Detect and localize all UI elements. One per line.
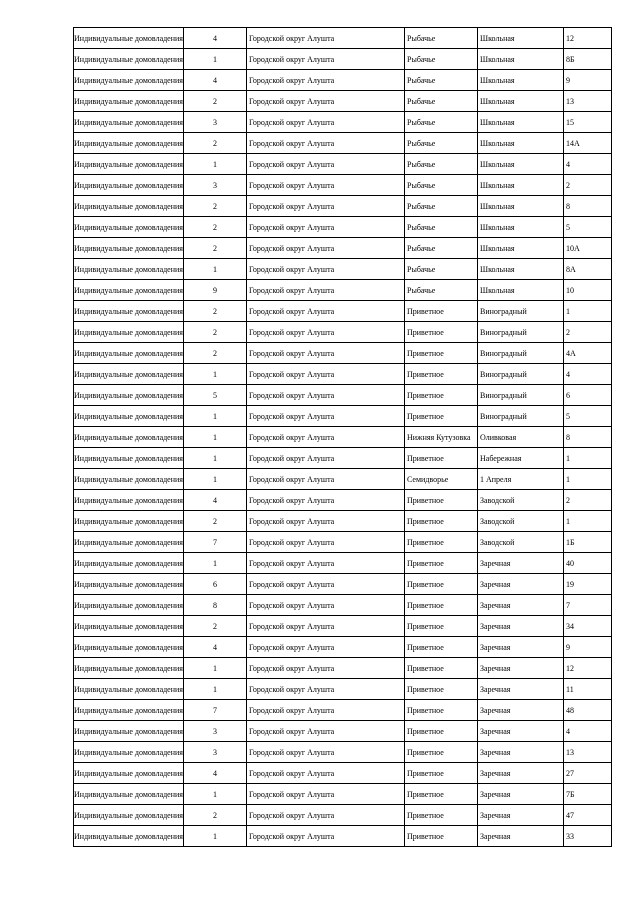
housing-type-cell: Индивидуальные домовладения: [74, 91, 184, 112]
street-cell: Заречная: [478, 721, 564, 742]
housing-type-cell: Индивидуальные домовладения: [74, 343, 184, 364]
house-number-cell: 27: [564, 763, 612, 784]
count-cell: 2: [184, 616, 247, 637]
municipality-cell: Городской округ Алушта: [247, 721, 405, 742]
count-cell: 2: [184, 217, 247, 238]
housing-type-cell: Индивидуальные домовладения: [74, 49, 184, 70]
house-number-cell: 5: [564, 406, 612, 427]
settlement-cell: Рыбачье: [405, 91, 478, 112]
count-cell: 8: [184, 595, 247, 616]
count-cell: 2: [184, 322, 247, 343]
municipality-cell: Городской округ Алушта: [247, 385, 405, 406]
table-row: [74, 133, 612, 154]
table-row: [74, 385, 612, 406]
count-cell: 1: [184, 826, 247, 847]
table-row: [74, 259, 612, 280]
address-table: [73, 27, 612, 847]
housing-type-cell: Индивидуальные домовладения: [74, 658, 184, 679]
table-row: [74, 322, 612, 343]
table-row: [74, 28, 612, 49]
table-row: [74, 658, 612, 679]
count-cell: 4: [184, 637, 247, 658]
settlement-cell: Приветное: [405, 511, 478, 532]
settlement-cell: Приветное: [405, 532, 478, 553]
table-row: [74, 490, 612, 511]
house-number-cell: 2: [564, 322, 612, 343]
housing-type-cell: Индивидуальные домовладения: [74, 511, 184, 532]
count-cell: 1: [184, 553, 247, 574]
settlement-cell: Приветное: [405, 637, 478, 658]
municipality-cell: Городской округ Алушта: [247, 112, 405, 133]
count-cell: 7: [184, 700, 247, 721]
count-cell: 1: [184, 406, 247, 427]
street-cell: Заречная: [478, 826, 564, 847]
house-number-cell: 2: [564, 175, 612, 196]
count-cell: 1: [184, 784, 247, 805]
street-cell: Заречная: [478, 805, 564, 826]
settlement-cell: Рыбачье: [405, 49, 478, 70]
municipality-cell: Городской округ Алушта: [247, 343, 405, 364]
house-number-cell: 8А: [564, 259, 612, 280]
house-number-cell: 19: [564, 574, 612, 595]
street-cell: Школьная: [478, 238, 564, 259]
table-row: [74, 196, 612, 217]
municipality-cell: Городской округ Алушта: [247, 259, 405, 280]
house-number-cell: 6: [564, 385, 612, 406]
street-cell: Школьная: [478, 49, 564, 70]
house-number-cell: 13: [564, 742, 612, 763]
street-cell: 1 Апреля: [478, 469, 564, 490]
table-row: [74, 238, 612, 259]
count-cell: 5: [184, 385, 247, 406]
house-number-cell: 12: [564, 28, 612, 49]
table-row: [74, 70, 612, 91]
settlement-cell: Приветное: [405, 490, 478, 511]
table-row: [74, 616, 612, 637]
municipality-cell: Городской округ Алушта: [247, 175, 405, 196]
house-number-cell: 13: [564, 91, 612, 112]
count-cell: 4: [184, 70, 247, 91]
house-number-cell: 40: [564, 553, 612, 574]
municipality-cell: Городской округ Алушта: [247, 826, 405, 847]
street-cell: Заводской: [478, 532, 564, 553]
municipality-cell: Городской округ Алушта: [247, 322, 405, 343]
municipality-cell: Городской округ Алушта: [247, 490, 405, 511]
settlement-cell: Приветное: [405, 805, 478, 826]
municipality-cell: Городской округ Алушта: [247, 406, 405, 427]
house-number-cell: 4: [564, 721, 612, 742]
house-number-cell: 9: [564, 70, 612, 91]
count-cell: 2: [184, 196, 247, 217]
house-number-cell: 15: [564, 112, 612, 133]
housing-type-cell: Индивидуальные домовладения: [74, 763, 184, 784]
municipality-cell: Городской округ Алушта: [247, 574, 405, 595]
settlement-cell: Рыбачье: [405, 280, 478, 301]
housing-type-cell: Индивидуальные домовладения: [74, 322, 184, 343]
count-cell: 2: [184, 343, 247, 364]
settlement-cell: Приветное: [405, 322, 478, 343]
municipality-cell: Городской округ Алушта: [247, 805, 405, 826]
street-cell: Школьная: [478, 280, 564, 301]
house-number-cell: 4: [564, 364, 612, 385]
table-row: [74, 49, 612, 70]
settlement-cell: Приветное: [405, 784, 478, 805]
street-cell: Школьная: [478, 196, 564, 217]
house-number-cell: 7: [564, 595, 612, 616]
street-cell: Заречная: [478, 553, 564, 574]
municipality-cell: Городской округ Алушта: [247, 700, 405, 721]
municipality-cell: Городской округ Алушта: [247, 532, 405, 553]
housing-type-cell: Индивидуальные домовладения: [74, 133, 184, 154]
settlement-cell: Приветное: [405, 595, 478, 616]
table-row: [74, 280, 612, 301]
house-number-cell: 10А: [564, 238, 612, 259]
housing-type-cell: Индивидуальные домовладения: [74, 448, 184, 469]
street-cell: Заречная: [478, 658, 564, 679]
table-row: [74, 700, 612, 721]
street-cell: Виноградный: [478, 406, 564, 427]
street-cell: Школьная: [478, 91, 564, 112]
settlement-cell: Приветное: [405, 721, 478, 742]
table-row: [74, 805, 612, 826]
settlement-cell: Приветное: [405, 385, 478, 406]
housing-type-cell: Индивидуальные домовладения: [74, 574, 184, 595]
street-cell: Школьная: [478, 70, 564, 91]
count-cell: 3: [184, 112, 247, 133]
municipality-cell: Городской округ Алушта: [247, 679, 405, 700]
table-row: [74, 574, 612, 595]
house-number-cell: 1: [564, 511, 612, 532]
housing-type-cell: Индивидуальные домовладения: [74, 637, 184, 658]
table-row: [74, 553, 612, 574]
count-cell: 4: [184, 490, 247, 511]
municipality-cell: Городской округ Алушта: [247, 469, 405, 490]
housing-type-cell: Индивидуальные домовладения: [74, 427, 184, 448]
house-number-cell: 14А: [564, 133, 612, 154]
house-number-cell: 1Б: [564, 532, 612, 553]
table-row: [74, 511, 612, 532]
table-row: [74, 763, 612, 784]
count-cell: 1: [184, 469, 247, 490]
table-row: [74, 364, 612, 385]
street-cell: Заводской: [478, 511, 564, 532]
street-cell: Заречная: [478, 742, 564, 763]
settlement-cell: Рыбачье: [405, 154, 478, 175]
street-cell: Виноградный: [478, 364, 564, 385]
street-cell: Виноградный: [478, 301, 564, 322]
street-cell: Школьная: [478, 259, 564, 280]
housing-type-cell: Индивидуальные домовладения: [74, 805, 184, 826]
housing-type-cell: Индивидуальные домовладения: [74, 784, 184, 805]
settlement-cell: Приветное: [405, 406, 478, 427]
settlement-cell: Семидворье: [405, 469, 478, 490]
house-number-cell: 8: [564, 427, 612, 448]
housing-type-cell: Индивидуальные домовладения: [74, 742, 184, 763]
table-row: [74, 91, 612, 112]
house-number-cell: 4А: [564, 343, 612, 364]
count-cell: 1: [184, 259, 247, 280]
house-number-cell: 1: [564, 301, 612, 322]
house-number-cell: 9: [564, 637, 612, 658]
street-cell: Оливковая: [478, 427, 564, 448]
municipality-cell: Городской округ Алушта: [247, 301, 405, 322]
table-row: [74, 721, 612, 742]
housing-type-cell: Индивидуальные домовладения: [74, 490, 184, 511]
table-row: [74, 112, 612, 133]
settlement-cell: Приветное: [405, 742, 478, 763]
housing-type-cell: Индивидуальные домовладения: [74, 406, 184, 427]
count-cell: 1: [184, 49, 247, 70]
municipality-cell: Городской округ Алушта: [247, 238, 405, 259]
table-row: [74, 469, 612, 490]
street-cell: Заречная: [478, 637, 564, 658]
municipality-cell: Городской округ Алушта: [247, 448, 405, 469]
street-cell: Виноградный: [478, 343, 564, 364]
municipality-cell: Городской округ Алушта: [247, 742, 405, 763]
table-row: [74, 427, 612, 448]
street-cell: Заречная: [478, 595, 564, 616]
settlement-cell: Рыбачье: [405, 238, 478, 259]
housing-type-cell: Индивидуальные домовладения: [74, 385, 184, 406]
table-row: [74, 532, 612, 553]
table-row: [74, 637, 612, 658]
settlement-cell: Приветное: [405, 658, 478, 679]
housing-type-cell: Индивидуальные домовладения: [74, 721, 184, 742]
street-cell: Школьная: [478, 154, 564, 175]
housing-type-cell: Индивидуальные домовладения: [74, 364, 184, 385]
count-cell: 6: [184, 574, 247, 595]
table-row: [74, 406, 612, 427]
settlement-cell: Рыбачье: [405, 259, 478, 280]
table-row: [74, 175, 612, 196]
municipality-cell: Городской округ Алушта: [247, 784, 405, 805]
municipality-cell: Городской округ Алушта: [247, 91, 405, 112]
municipality-cell: Городской округ Алушта: [247, 763, 405, 784]
settlement-cell: Приветное: [405, 343, 478, 364]
street-cell: Виноградный: [478, 385, 564, 406]
municipality-cell: Городской округ Алушта: [247, 637, 405, 658]
house-number-cell: 48: [564, 700, 612, 721]
housing-type-cell: Индивидуальные домовладения: [74, 259, 184, 280]
count-cell: 1: [184, 427, 247, 448]
count-cell: 2: [184, 91, 247, 112]
housing-type-cell: Индивидуальные домовладения: [74, 826, 184, 847]
municipality-cell: Городской округ Алушта: [247, 511, 405, 532]
street-cell: Заречная: [478, 700, 564, 721]
municipality-cell: Городской округ Алушта: [247, 616, 405, 637]
house-number-cell: 33: [564, 826, 612, 847]
housing-type-cell: Индивидуальные домовладения: [74, 616, 184, 637]
housing-type-cell: Индивидуальные домовладения: [74, 553, 184, 574]
count-cell: 2: [184, 238, 247, 259]
house-number-cell: 7Б: [564, 784, 612, 805]
settlement-cell: Приветное: [405, 574, 478, 595]
street-cell: Заречная: [478, 679, 564, 700]
settlement-cell: Приветное: [405, 826, 478, 847]
street-cell: Школьная: [478, 133, 564, 154]
count-cell: 1: [184, 658, 247, 679]
housing-type-cell: Индивидуальные домовладения: [74, 679, 184, 700]
settlement-cell: Рыбачье: [405, 70, 478, 91]
housing-type-cell: Индивидуальные домовладения: [74, 112, 184, 133]
count-cell: 1: [184, 364, 247, 385]
municipality-cell: Городской округ Алушта: [247, 196, 405, 217]
house-number-cell: 5: [564, 217, 612, 238]
table-row: [74, 301, 612, 322]
settlement-cell: Приветное: [405, 763, 478, 784]
table-row: [74, 784, 612, 805]
house-number-cell: 12: [564, 658, 612, 679]
settlement-cell: Рыбачье: [405, 28, 478, 49]
street-cell: Заречная: [478, 763, 564, 784]
municipality-cell: Городской округ Алушта: [247, 595, 405, 616]
table-row: [74, 679, 612, 700]
house-number-cell: 47: [564, 805, 612, 826]
housing-type-cell: Индивидуальные домовладения: [74, 196, 184, 217]
street-cell: Заречная: [478, 784, 564, 805]
municipality-cell: Городской округ Алушта: [247, 133, 405, 154]
municipality-cell: Городской округ Алушта: [247, 154, 405, 175]
municipality-cell: Городской округ Алушта: [247, 427, 405, 448]
address-table-body: [74, 28, 612, 847]
count-cell: 3: [184, 742, 247, 763]
housing-type-cell: Индивидуальные домовладения: [74, 28, 184, 49]
street-cell: Заречная: [478, 574, 564, 595]
street-cell: Школьная: [478, 175, 564, 196]
table-row: [74, 343, 612, 364]
municipality-cell: Городской округ Алушта: [247, 28, 405, 49]
house-number-cell: 10: [564, 280, 612, 301]
count-cell: 1: [184, 154, 247, 175]
street-cell: Заречная: [478, 616, 564, 637]
settlement-cell: Нижняя Кутузовка: [405, 427, 478, 448]
municipality-cell: Городской округ Алушта: [247, 70, 405, 91]
count-cell: 9: [184, 280, 247, 301]
street-cell: Школьная: [478, 217, 564, 238]
municipality-cell: Городской округ Алушта: [247, 364, 405, 385]
housing-type-cell: Индивидуальные домовладения: [74, 700, 184, 721]
settlement-cell: Рыбачье: [405, 196, 478, 217]
table-row: [74, 742, 612, 763]
municipality-cell: Городской округ Алушта: [247, 658, 405, 679]
count-cell: 2: [184, 805, 247, 826]
count-cell: 2: [184, 511, 247, 532]
settlement-cell: Приветное: [405, 364, 478, 385]
municipality-cell: Городской округ Алушта: [247, 49, 405, 70]
table-row: [74, 826, 612, 847]
housing-type-cell: Индивидуальные домовладения: [74, 238, 184, 259]
house-number-cell: 11: [564, 679, 612, 700]
street-cell: Школьная: [478, 28, 564, 49]
settlement-cell: Приветное: [405, 616, 478, 637]
house-number-cell: 8: [564, 196, 612, 217]
housing-type-cell: Индивидуальные домовладения: [74, 154, 184, 175]
settlement-cell: Приветное: [405, 448, 478, 469]
municipality-cell: Городской округ Алушта: [247, 280, 405, 301]
count-cell: 1: [184, 679, 247, 700]
house-number-cell: 1: [564, 469, 612, 490]
house-number-cell: 1: [564, 448, 612, 469]
settlement-cell: Рыбачье: [405, 112, 478, 133]
count-cell: 4: [184, 763, 247, 784]
table-row: [74, 154, 612, 175]
settlement-cell: Рыбачье: [405, 175, 478, 196]
house-number-cell: 4: [564, 154, 612, 175]
housing-type-cell: Индивидуальные домовладения: [74, 280, 184, 301]
housing-type-cell: Индивидуальные домовладения: [74, 469, 184, 490]
settlement-cell: Приветное: [405, 700, 478, 721]
housing-type-cell: Индивидуальные домовладения: [74, 217, 184, 238]
table-row: [74, 448, 612, 469]
count-cell: 7: [184, 532, 247, 553]
settlement-cell: Приветное: [405, 553, 478, 574]
house-number-cell: 34: [564, 616, 612, 637]
house-number-cell: 8Б: [564, 49, 612, 70]
street-cell: Виноградный: [478, 322, 564, 343]
housing-type-cell: Индивидуальные домовладения: [74, 175, 184, 196]
count-cell: 4: [184, 28, 247, 49]
table-row: [74, 217, 612, 238]
settlement-cell: Рыбачье: [405, 133, 478, 154]
municipality-cell: Городской округ Алушта: [247, 217, 405, 238]
housing-type-cell: Индивидуальные домовладения: [74, 595, 184, 616]
count-cell: 3: [184, 721, 247, 742]
count-cell: 1: [184, 448, 247, 469]
street-cell: Школьная: [478, 112, 564, 133]
street-cell: Заводской: [478, 490, 564, 511]
street-cell: Набережная: [478, 448, 564, 469]
municipality-cell: Городской округ Алушта: [247, 553, 405, 574]
house-number-cell: 2: [564, 490, 612, 511]
housing-type-cell: Индивидуальные домовладения: [74, 70, 184, 91]
housing-type-cell: Индивидуальные домовладения: [74, 532, 184, 553]
count-cell: 3: [184, 175, 247, 196]
settlement-cell: Рыбачье: [405, 217, 478, 238]
settlement-cell: Приветное: [405, 679, 478, 700]
housing-type-cell: Индивидуальные домовладения: [74, 301, 184, 322]
table-row: [74, 595, 612, 616]
count-cell: 2: [184, 301, 247, 322]
count-cell: 2: [184, 133, 247, 154]
settlement-cell: Приветное: [405, 301, 478, 322]
